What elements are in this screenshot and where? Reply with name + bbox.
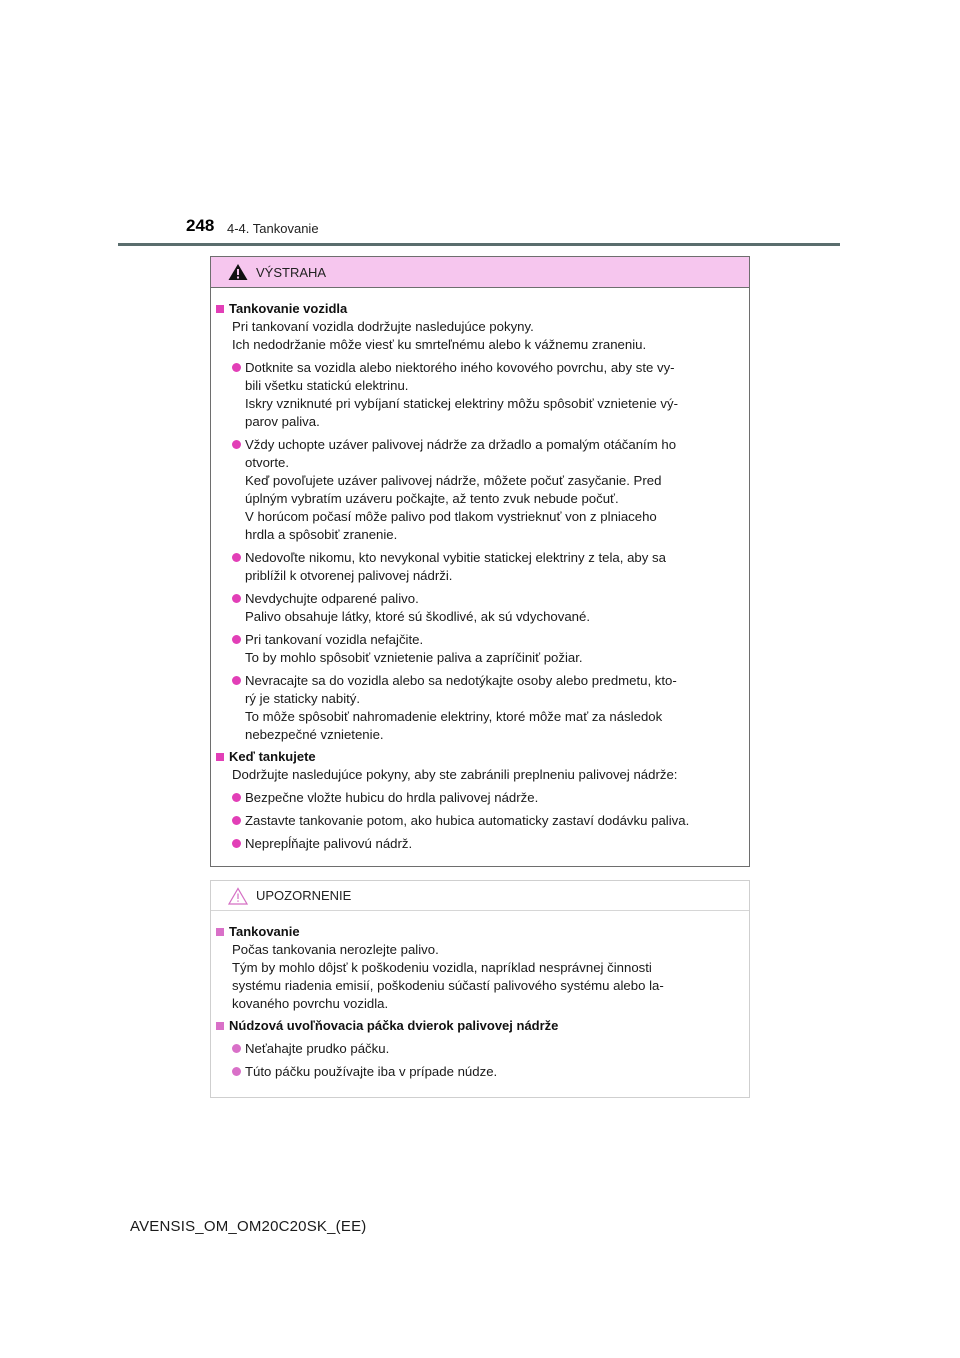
section-heading: Núdzová uvoľňovacia páčka dvierok palivovej nádrže (216, 1017, 742, 1035)
square-bullet-icon (216, 1022, 224, 1030)
list-item: Dotknite sa vozidla alebo niektorého iného kovového povrchu, aby ste vy- bili všetku statickú elektrinu. Iskry vzniknuté pri vybíjaní statickej elektriny môžu spôsobiť vznietenie vý- parov paliva. (232, 359, 742, 431)
paragraph: Pri tankovaní vozidla dodržujte nasledujúce pokyny. Ich nedodržanie môže viesť ku smrteľnému alebo k vážnemu zraneniu. (232, 319, 647, 352)
list-item: Nevracajte sa do vozidla alebo sa nedotýkajte osoby alebo predmetu, kto- rý je staticky nabitý. To môže spôsobiť nahromadenie elektriny, ktoré môže mať za následok nebezpečné vznietenie. (232, 672, 742, 744)
round-bullet-icon (232, 363, 241, 372)
warning-title: VÝSTRAHA (256, 264, 327, 280)
round-bullet-icon (232, 594, 241, 603)
square-bullet-icon (216, 928, 224, 936)
list-item: Zastavte tankovanie potom, ako hubica automaticky zastaví dodávku paliva. (232, 812, 742, 830)
list-item: Bezpečne vložte hubicu do hrdla palivovej nádrže. (232, 789, 742, 807)
caution-box (210, 880, 750, 1098)
round-bullet-icon (232, 839, 241, 848)
page-number: 248 (186, 216, 215, 235)
section-heading: Keď tankujete (216, 748, 742, 766)
caution-title: UPOZORNENIE (256, 888, 352, 903)
round-bullet-icon (232, 1067, 241, 1076)
section-heading: Tankovanie vozidla (216, 300, 742, 318)
caution-box-header (211, 881, 749, 911)
caution-triangle-icon (228, 887, 248, 905)
paragraph: Počas tankovania nerozlejte palivo. Tým by mohlo dôjsť k poškodeniu vozidla, napríklad nesprávnej činnosti systému riadenia emisií, poškodeniu súčastí palivového systému alebo la- kovaného povrchu vozidla. (232, 942, 664, 1011)
list-item: Túto páčku používajte iba v prípade núdze. (232, 1063, 742, 1081)
list-item: Vždy uchopte uzáver palivovej nádrže za držadlo a pomalým otáčaním ho otvorte. Keď povoľujete uzáver palivovej nádrže, môžete počuť zasyčanie. Pred úplným vybratím uzáveru počkajte, až tento zvuk nebude počuť. V horúcom počasí môže palivo pod tlakom vystrieknuť von z plniaceho hrdla a spôsobiť zranenie. (232, 436, 742, 544)
round-bullet-icon (232, 793, 241, 802)
paragraph: Dodržujte nasledujúce pokyny, aby ste zabránili preplneniu palivovej nádrže: (232, 767, 678, 782)
square-bullet-icon (216, 305, 224, 313)
list-item: Neťahajte prudko páčku. (232, 1040, 742, 1058)
header-rule (118, 243, 840, 246)
round-bullet-icon (232, 1044, 241, 1053)
document-code: AVENSIS_OM_OM20C20SK_(EE) (130, 1218, 367, 1235)
section-title: 4-4. Tankovanie (227, 221, 319, 236)
list-item: Neprepĺňajte palivovú nádrž. (232, 835, 742, 853)
section-heading: Tankovanie (216, 923, 742, 941)
round-bullet-icon (232, 816, 241, 825)
list-item: Nevdychujte odparené palivo. Palivo obsahuje látky, ktoré sú škodlivé, ak sú vdychované. (232, 590, 742, 626)
list-item: Pri tankovaní vozidla nefajčite. To by mohlo spôsobiť vznietenie paliva a zapríčiniť požiar. (232, 631, 742, 667)
round-bullet-icon (232, 440, 241, 449)
round-bullet-icon (232, 553, 241, 562)
list-item: Nedovoľte nikomu, kto nevykonal vybitie statickej elektriny z tela, aby sa priblížil k otvorenej palivovej nádrži. (232, 549, 742, 585)
round-bullet-icon (232, 676, 241, 685)
warning-box (210, 256, 750, 867)
warning-box-header (211, 257, 749, 288)
warning-triangle-icon (228, 263, 248, 281)
square-bullet-icon (216, 753, 224, 761)
round-bullet-icon (232, 635, 241, 644)
